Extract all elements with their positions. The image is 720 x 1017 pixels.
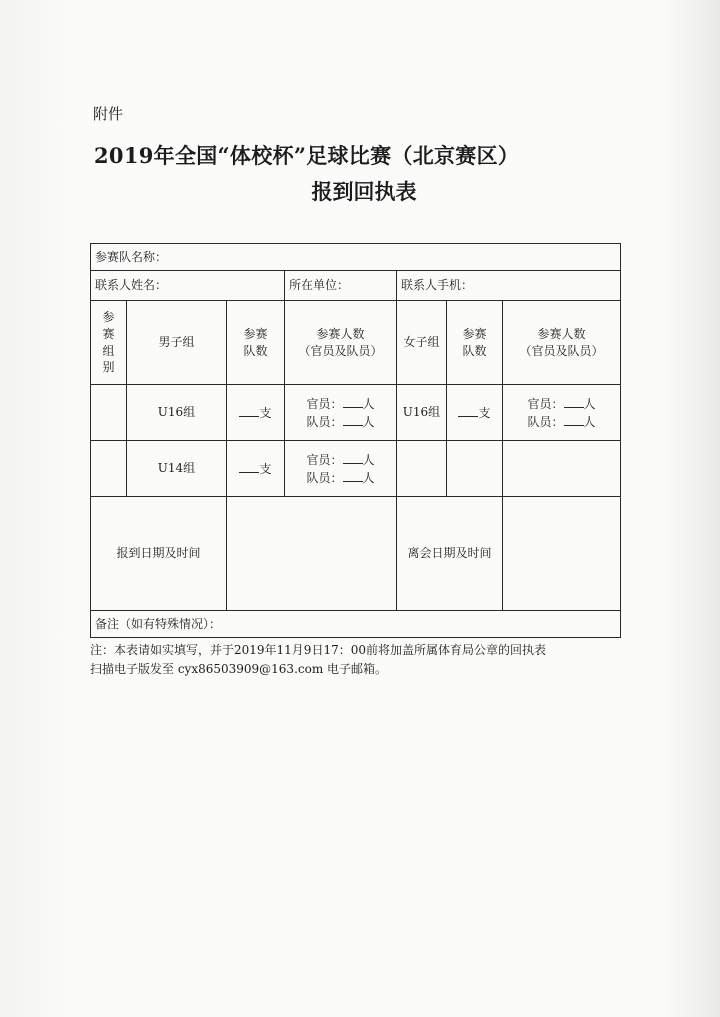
group-column-header (91, 301, 127, 385)
unit-field[interactable] (285, 271, 397, 301)
male-group-cell: U16组 (127, 385, 227, 441)
arrival-label-cell: 报到日期及时间 (91, 497, 227, 611)
people-count-cell[interactable]: 官员： 人 队员： 人 (285, 441, 397, 497)
team-count-cell[interactable]: 支 (227, 385, 285, 441)
female-group-header: 女子组 (397, 301, 447, 385)
table-row (91, 385, 621, 441)
people-count-sublabel: （官员及队员） (298, 343, 383, 358)
people-count-female-cell[interactable]: 官员： 人 队员： 人 (503, 385, 621, 441)
male-group-cell: U14组 (127, 441, 227, 497)
team-count-cell[interactable]: 支 (227, 441, 285, 497)
dates-row (91, 497, 621, 611)
remark-field[interactable] (91, 611, 621, 638)
departure-label-cell: 离会日期及时间 (397, 497, 503, 611)
people-count-cell[interactable]: 官员： 人 队员： 人 (285, 385, 397, 441)
contact-name-label: 联系人姓名： (95, 278, 168, 293)
team-name-field[interactable] (91, 244, 621, 271)
document-subtitle: 报到回执表 (311, 179, 417, 204)
team-count-female-cell[interactable]: 支 (447, 385, 503, 441)
people-count-female-header (503, 301, 621, 385)
team-count-female-label: 参赛队数 (462, 326, 487, 358)
people-count-header (285, 301, 397, 385)
blank-line (239, 404, 259, 417)
remark-label: 备注（如有特殊情况）： (95, 616, 222, 631)
table-header-row (91, 301, 621, 385)
note-line-1: 注：本表请如实填写，并于2019年11月9日17：00前将加盖所属体育局公章的回执表 (90, 643, 546, 657)
contact-row (91, 271, 621, 301)
male-group-header: 男子组 (127, 301, 227, 385)
note-line-2: 扫描电子版发至 cyx86503909@163.com 电子邮箱。 (90, 662, 388, 676)
group-cell[interactable] (91, 441, 127, 497)
phone-field[interactable] (397, 271, 621, 301)
phone-label: 联系人手机： (401, 278, 474, 293)
team-count-label: 参赛队数 (243, 326, 268, 358)
remark-row (91, 611, 621, 638)
team-count-female-header (447, 301, 503, 385)
arrival-input-cell[interactable] (227, 497, 397, 611)
group-column-label: 参赛组别 (102, 309, 115, 375)
team-name-label: 参赛队名称： (95, 249, 168, 264)
group-cell[interactable] (91, 385, 127, 441)
female-group-cell: U16组 (397, 385, 447, 441)
document-title: 2019年全国“体校杯”足球比赛（北京赛区） (94, 143, 520, 168)
attachment-label: 附件 (93, 105, 124, 123)
submission-note (90, 641, 630, 679)
people-count-label: 参赛人数 (316, 327, 365, 342)
team-name-row (91, 244, 621, 271)
unit-label: 所在单位： (289, 278, 350, 293)
registration-form-table (90, 243, 621, 638)
people-count-female-cell[interactable] (503, 441, 621, 497)
departure-input-cell[interactable] (503, 497, 621, 611)
people-count-female-sublabel: （官员及队员） (519, 343, 604, 358)
team-count-header (227, 301, 285, 385)
female-group-cell[interactable] (397, 441, 447, 497)
contact-name-field[interactable] (91, 271, 285, 301)
people-count-female-label: 参赛人数 (537, 327, 586, 342)
team-count-female-cell[interactable] (447, 441, 503, 497)
table-row (91, 441, 621, 497)
